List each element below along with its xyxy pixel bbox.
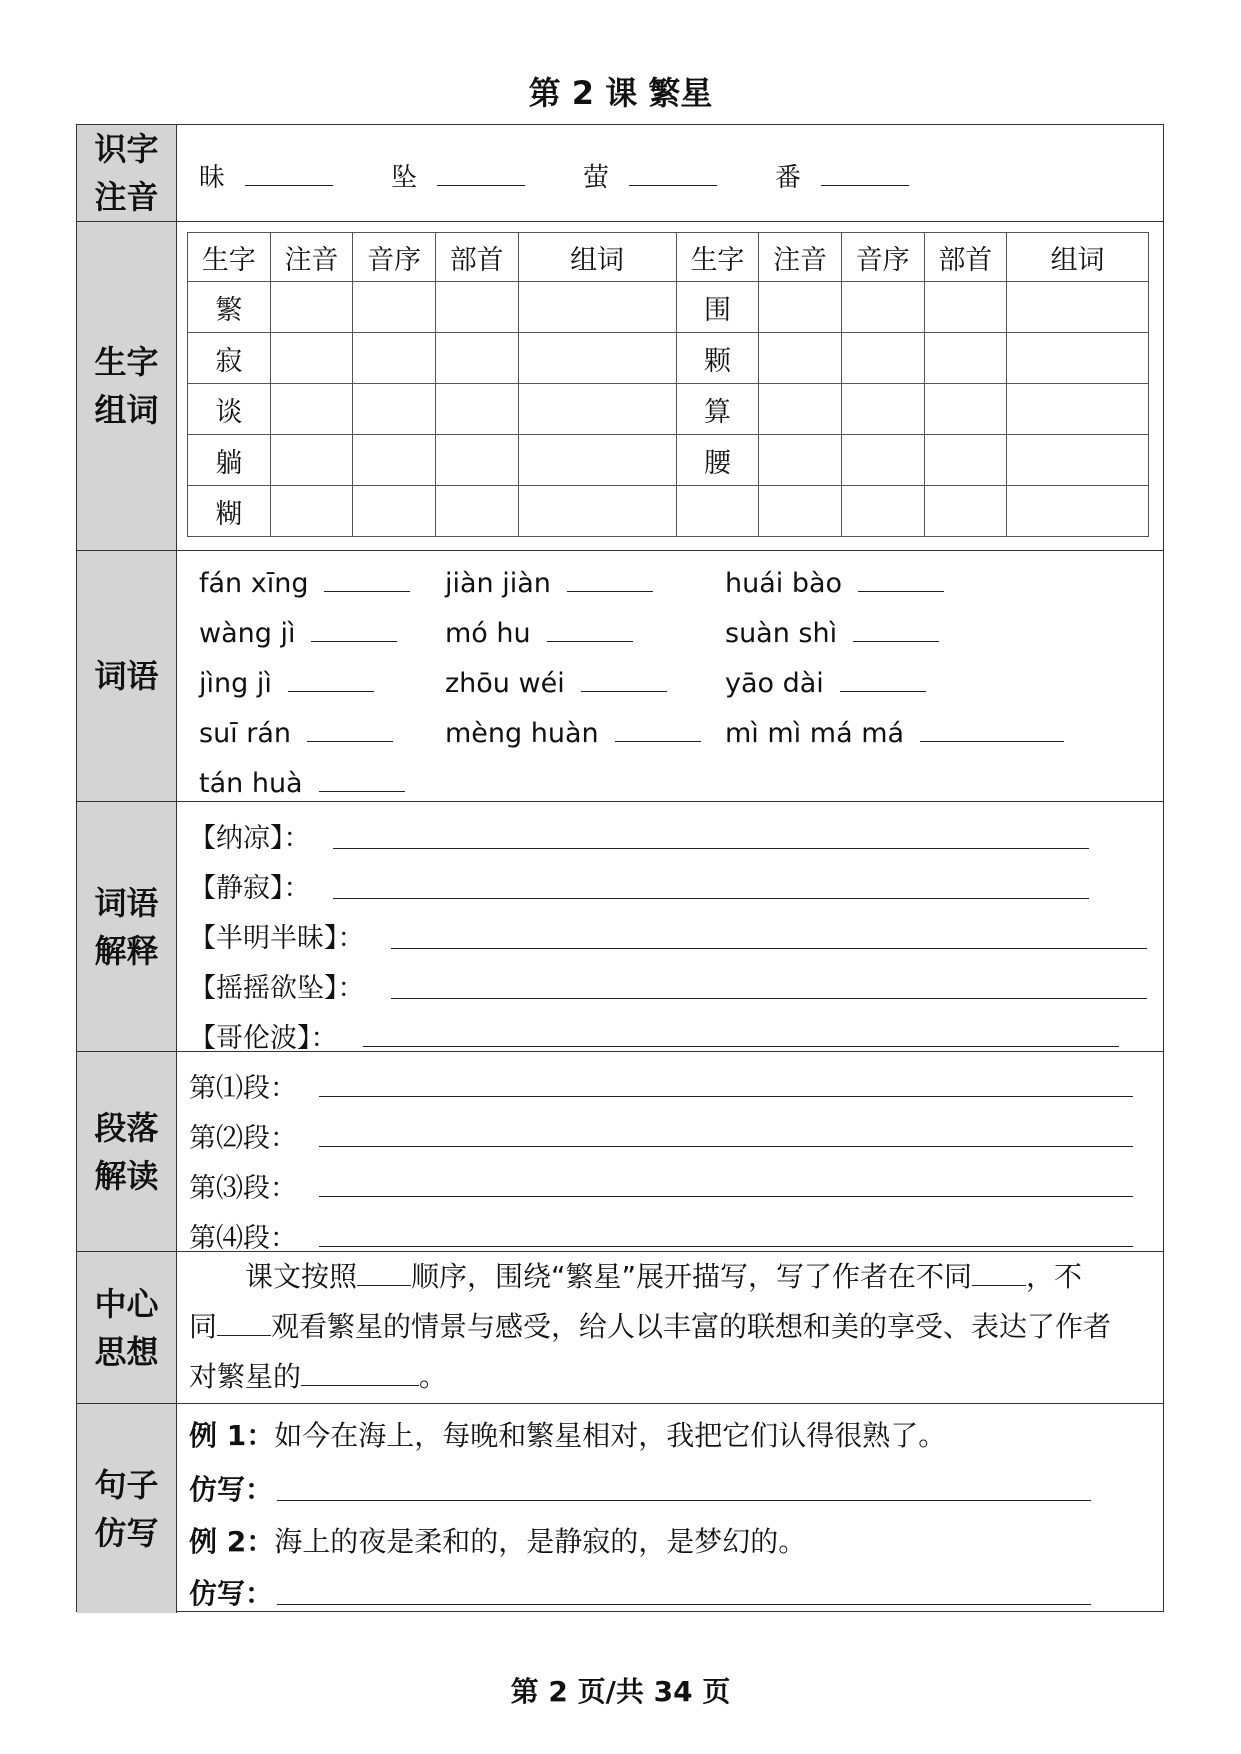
section-label: 识字 注音 xyxy=(77,125,177,221)
answer-blank[interactable] xyxy=(437,159,525,186)
answer-line[interactable] xyxy=(319,1196,1133,1197)
page-title: 第 2 课 繁星 xyxy=(528,74,713,112)
table-row xyxy=(188,435,1149,486)
pinyin-item: huái bào xyxy=(725,568,843,599)
answer-blank[interactable] xyxy=(840,665,926,692)
section-label: 中心 思想 xyxy=(77,1252,177,1403)
section-label: 词语 解释 xyxy=(77,802,177,1051)
pinyin-item: suàn shì xyxy=(725,618,838,649)
answer-cell[interactable] xyxy=(353,384,436,435)
header-cell: 注音 xyxy=(270,233,353,282)
answer-cell[interactable] xyxy=(353,333,436,384)
char-cell: 糊 xyxy=(188,486,271,537)
pinyin-item: zhōu wéi xyxy=(445,668,565,699)
term-label: 【静寂】： xyxy=(189,873,311,904)
answer-blank[interactable] xyxy=(581,665,667,692)
header-cell: 生字 xyxy=(188,233,271,282)
paragraph-label: 第⑵段： xyxy=(189,1123,297,1154)
pinyin-item: tán huà xyxy=(199,768,303,799)
answer-blank[interactable] xyxy=(307,715,393,742)
answer-cell[interactable] xyxy=(435,435,518,486)
header-cell: 音序 xyxy=(841,233,924,282)
term-label: 【半明半昧】： xyxy=(189,923,365,954)
section-shizi xyxy=(77,125,1163,222)
paragraph-label: 第⑶段： xyxy=(189,1173,297,1204)
answer-cell[interactable] xyxy=(353,282,436,333)
section-duanluo xyxy=(77,1052,1163,1252)
answer-blank[interactable] xyxy=(301,1359,419,1386)
table-row xyxy=(188,282,1149,333)
answer-blank[interactable] xyxy=(547,615,633,642)
answer-cell[interactable] xyxy=(270,384,353,435)
char-cell: 繁 xyxy=(188,282,271,333)
imitate-label: 仿写： xyxy=(189,1473,274,1506)
section-label: 词语 xyxy=(77,551,177,801)
section-ciyu xyxy=(77,551,1163,802)
answer-blank[interactable] xyxy=(920,715,1064,742)
answer-cell[interactable] xyxy=(841,384,924,435)
paragraph-label: 第⑷段： xyxy=(189,1223,297,1254)
answer-line[interactable] xyxy=(319,1096,1133,1097)
pinyin-item: mì mì má má xyxy=(725,718,905,749)
answer-cell[interactable] xyxy=(841,435,924,486)
answer-cell[interactable] xyxy=(759,435,842,486)
section-shengzi xyxy=(77,222,1163,551)
header-cell: 生字 xyxy=(676,233,759,282)
page-footer: 第 2 页/共 34 页 xyxy=(510,1675,731,1708)
section-label: 句子 仿写 xyxy=(77,1404,177,1613)
answer-cell[interactable] xyxy=(353,486,436,537)
answer-line[interactable] xyxy=(391,948,1147,949)
answer-blank[interactable] xyxy=(245,159,333,186)
answer-cell[interactable] xyxy=(759,333,842,384)
answer-cell[interactable] xyxy=(924,486,1007,537)
table-row xyxy=(188,486,1149,537)
answer-line[interactable] xyxy=(319,1146,1133,1147)
pinyin-item: jìng jì xyxy=(199,668,272,699)
answer-cell[interactable] xyxy=(518,384,676,435)
answer-cell[interactable] xyxy=(841,486,924,537)
answer-cell[interactable] xyxy=(924,435,1007,486)
answer-cell[interactable] xyxy=(270,333,353,384)
char-item: 萤 xyxy=(583,163,610,193)
section-fangxie xyxy=(77,1404,1163,1613)
pinyin-item: fán xīng xyxy=(199,568,309,599)
char-cell: 腰 xyxy=(676,435,759,486)
character-table xyxy=(187,232,1149,537)
answer-blank[interactable] xyxy=(858,565,944,592)
header-cell: 组词 xyxy=(518,233,676,282)
answer-blank[interactable] xyxy=(853,615,939,642)
char-cell: 躺 xyxy=(188,435,271,486)
answer-cell[interactable] xyxy=(924,384,1007,435)
answer-blank[interactable] xyxy=(615,715,701,742)
char-item: 昧 xyxy=(199,163,226,193)
header-cell: 组词 xyxy=(1007,233,1149,282)
summary-paragraph: 课文按照 顺序，围绕“繁星”展开描写，写了作者在不同 ，不 同 观看繁星的情景与感受，给人以丰富的联想和美的享受、表达了作者 对繁星的 。 xyxy=(189,1260,1112,1393)
header-cell: 部首 xyxy=(924,233,1007,282)
answer-cell[interactable] xyxy=(924,333,1007,384)
answer-line[interactable] xyxy=(391,998,1147,999)
answer-line[interactable] xyxy=(363,1046,1119,1047)
answer-cell[interactable] xyxy=(841,333,924,384)
table-row xyxy=(188,384,1149,435)
answer-blank[interactable] xyxy=(629,159,717,186)
char-cell: 围 xyxy=(676,282,759,333)
answer-cell[interactable] xyxy=(1007,486,1149,537)
answer-cell[interactable] xyxy=(270,486,353,537)
section-label: 生字 组词 xyxy=(77,222,177,550)
answer-blank[interactable] xyxy=(311,615,397,642)
char-item: 坠 xyxy=(391,163,418,193)
answer-blank[interactable] xyxy=(288,665,374,692)
answer-cell[interactable] xyxy=(270,435,353,486)
answer-cell[interactable] xyxy=(435,384,518,435)
pinyin-item: jiàn jiàn xyxy=(445,568,551,599)
pinyin-item: suī rán xyxy=(199,718,292,749)
answer-line[interactable] xyxy=(319,1246,1133,1247)
section-label: 段落 解读 xyxy=(77,1052,177,1251)
answer-cell[interactable] xyxy=(435,486,518,537)
answer-cell[interactable] xyxy=(759,282,842,333)
pinyin-item: mèng huàn xyxy=(445,718,599,749)
answer-blank[interactable] xyxy=(357,1259,411,1286)
example-sentence: 例 1：如今在海上，每晚和繁星相对，我把它们认得很熟了。 xyxy=(189,1419,947,1452)
pinyin-item: yāo dài xyxy=(725,668,824,699)
answer-cell[interactable] xyxy=(841,282,924,333)
char-cell: 颗 xyxy=(676,333,759,384)
answer-cell[interactable] xyxy=(518,486,676,537)
answer-blank[interactable] xyxy=(972,1259,1026,1286)
answer-cell[interactable] xyxy=(924,282,1007,333)
char-item: 番 xyxy=(775,163,802,193)
term-label: 【摇摇欲坠】： xyxy=(189,973,365,1004)
paragraph-label: 第⑴段： xyxy=(189,1073,297,1104)
answer-cell[interactable] xyxy=(353,435,436,486)
answer-cell[interactable] xyxy=(759,486,842,537)
answer-cell[interactable] xyxy=(1007,384,1149,435)
header-cell: 音序 xyxy=(353,233,436,282)
answer-cell[interactable] xyxy=(518,282,676,333)
answer-cell[interactable] xyxy=(759,384,842,435)
answer-line[interactable] xyxy=(277,1604,1091,1605)
char-cell: 寂 xyxy=(188,333,271,384)
header-cell: 部首 xyxy=(435,233,518,282)
section-zhongxin xyxy=(77,1252,1163,1404)
answer-line[interactable] xyxy=(277,1500,1091,1501)
answer-cell[interactable] xyxy=(270,282,353,333)
answer-line[interactable] xyxy=(333,848,1089,849)
answer-cell[interactable] xyxy=(1007,435,1149,486)
char-cell xyxy=(676,486,759,537)
answer-blank[interactable] xyxy=(217,1309,271,1336)
char-cell: 算 xyxy=(676,384,759,435)
answer-blank[interactable] xyxy=(567,565,653,592)
answer-cell[interactable] xyxy=(1007,282,1149,333)
char-cell: 谈 xyxy=(188,384,271,435)
answer-cell[interactable] xyxy=(435,282,518,333)
table-header-row xyxy=(188,233,1149,282)
answer-cell[interactable] xyxy=(435,333,518,384)
pinyin-item: mó hu xyxy=(445,618,531,649)
header-cell: 注音 xyxy=(759,233,842,282)
example-sentence: 例 2：海上的夜是柔和的，是静寂的，是梦幻的。 xyxy=(189,1525,807,1558)
worksheet-table xyxy=(76,124,1164,1612)
imitate-label: 仿写： xyxy=(189,1577,274,1610)
answer-blank[interactable] xyxy=(319,765,405,792)
answer-cell[interactable] xyxy=(1007,333,1149,384)
section-jieshi xyxy=(77,802,1163,1052)
answer-cell[interactable] xyxy=(518,435,676,486)
answer-line[interactable] xyxy=(333,898,1089,899)
answer-blank[interactable] xyxy=(821,159,909,186)
term-label: 【哥伦波】： xyxy=(189,1023,338,1054)
pinyin-item: wàng jì xyxy=(199,618,296,649)
answer-blank[interactable] xyxy=(324,565,410,592)
answer-cell[interactable] xyxy=(518,333,676,384)
term-label: 【纳凉】： xyxy=(189,823,311,854)
table-row xyxy=(188,333,1149,384)
